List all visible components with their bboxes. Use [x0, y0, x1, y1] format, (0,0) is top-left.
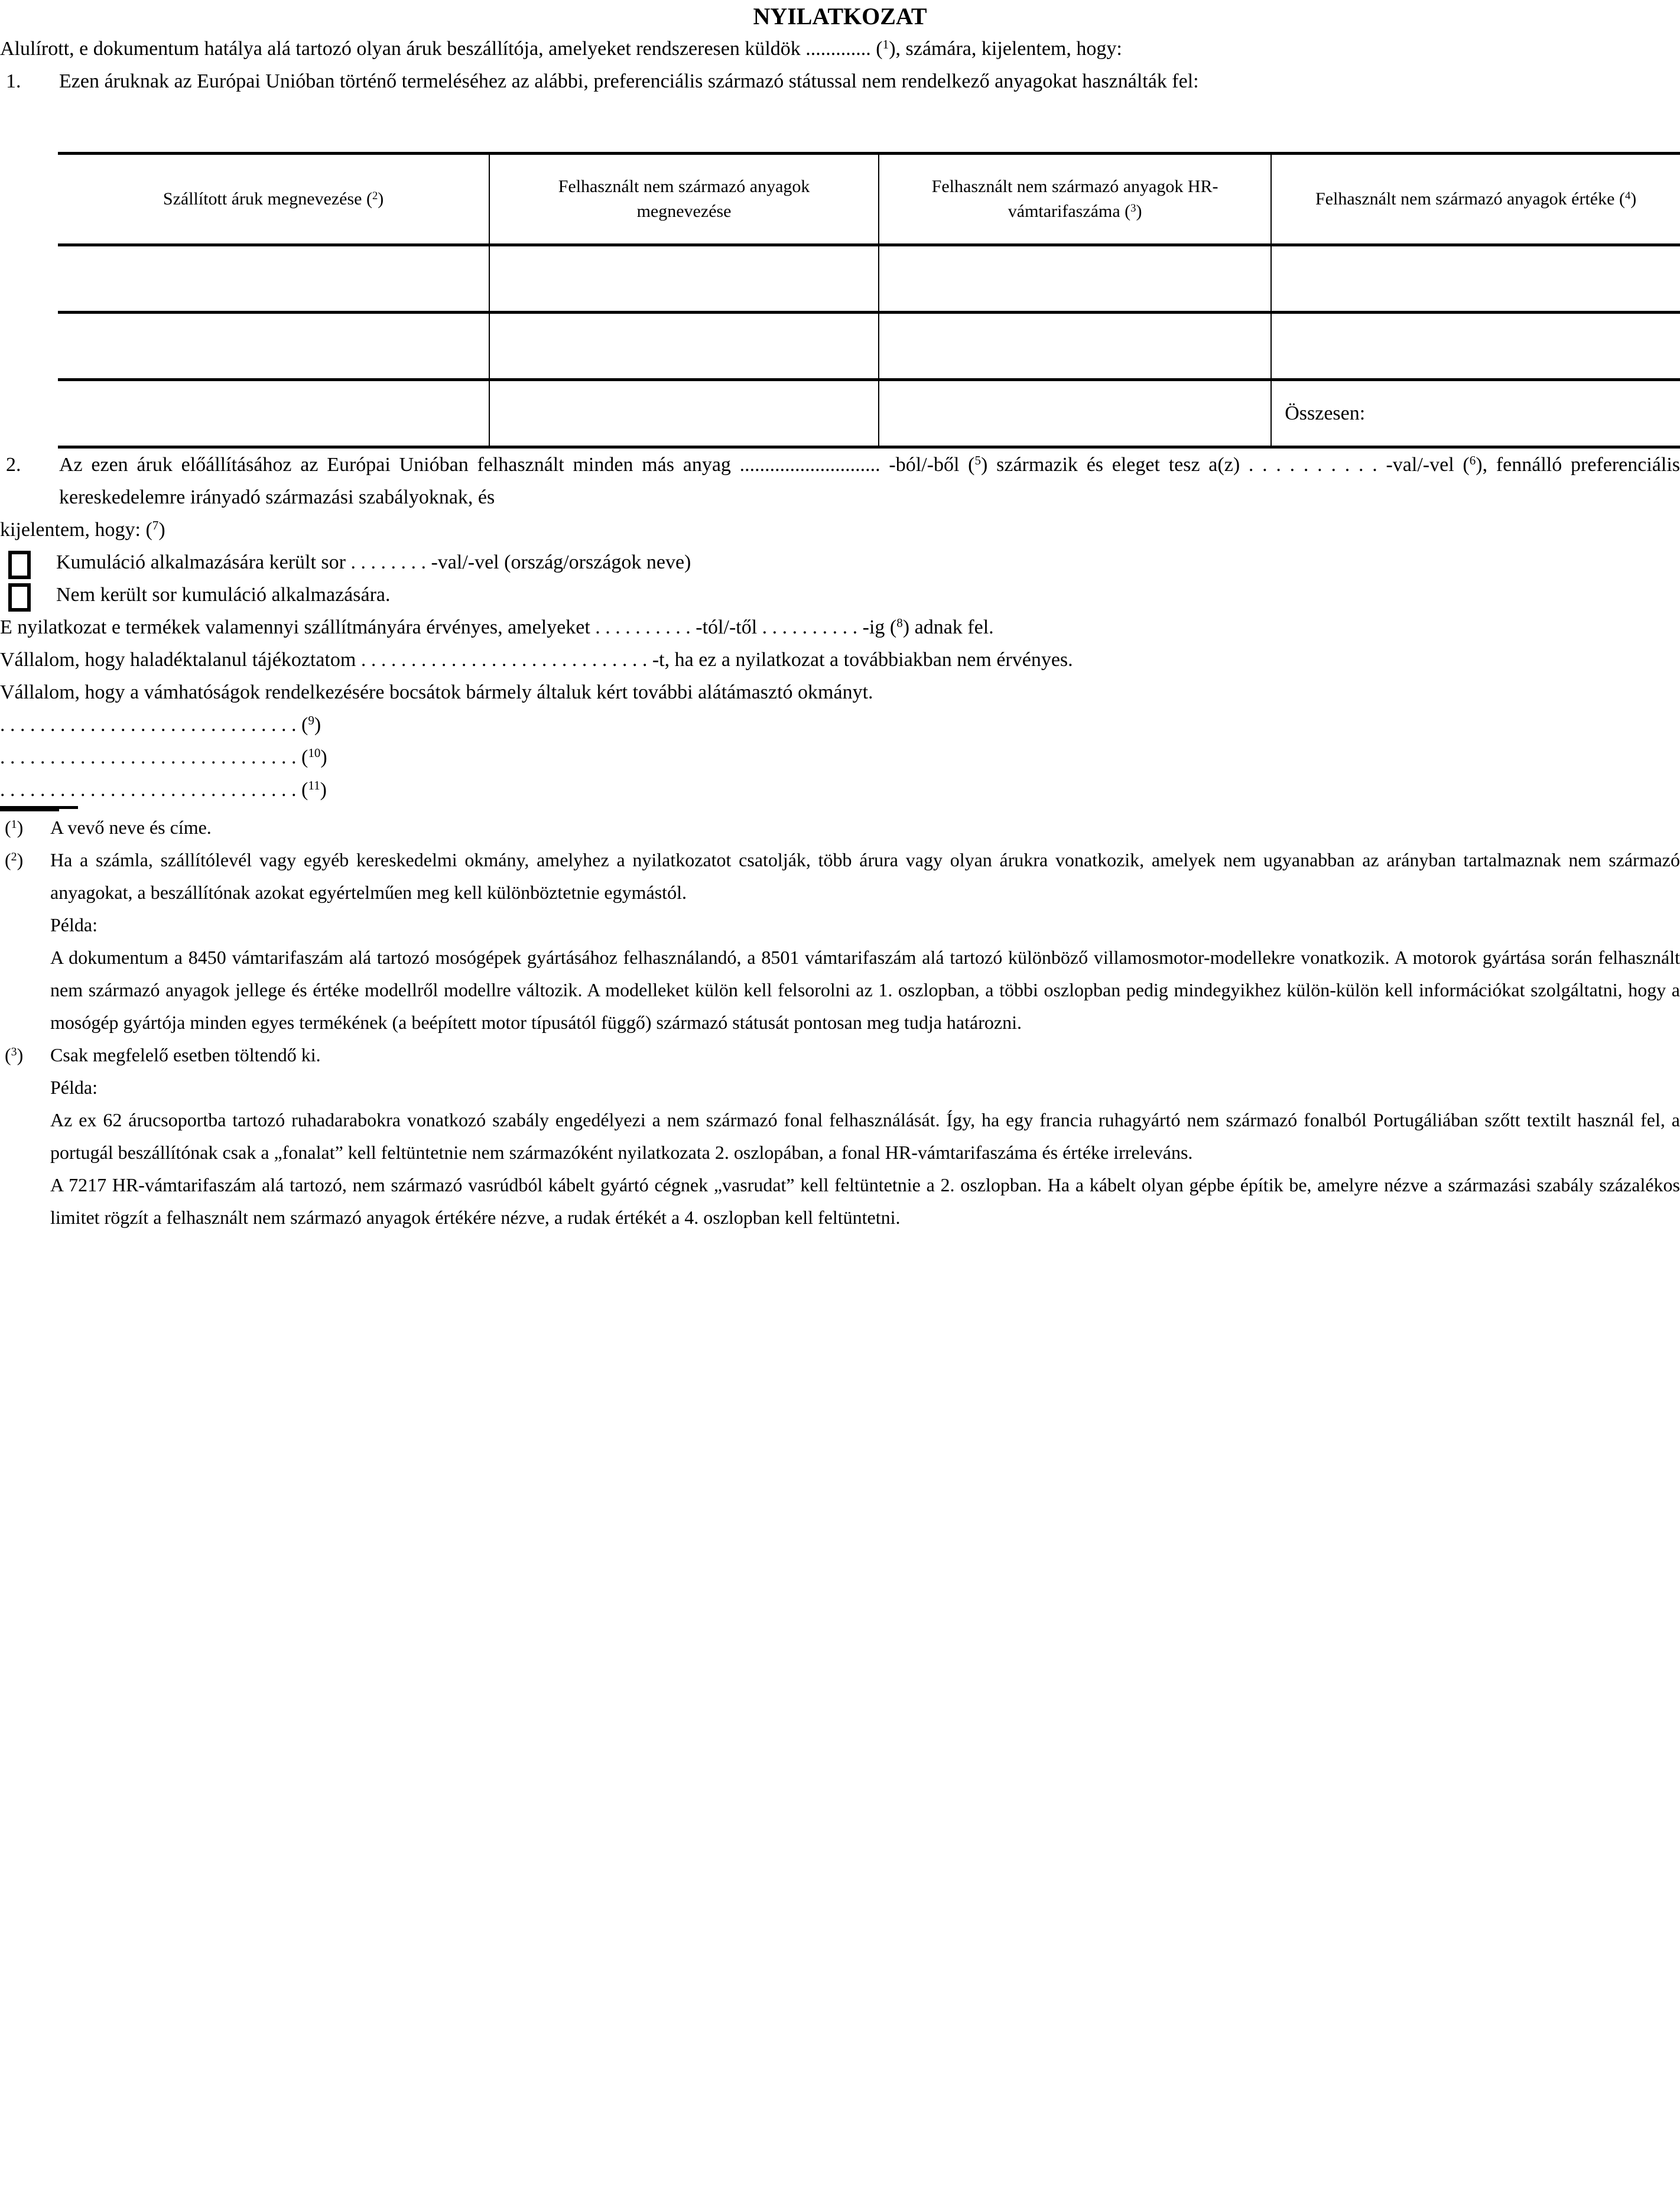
- col-header-goods-description: Szállított áruk megnevezése ($^2$): [163, 189, 384, 209]
- footnote-3-example-text-1: Az ex 62 árucsoportba tartozó ruhadarabokra vonatkozó szabály engedélyezi a nem származó fonal felhasználását. Így, ha egy francia ruhagyártó nem származó fonalból Portugáliában szőtt textilt használ fel, a portugál beszállítónak csak a „fonalat” kell feltüntetnie nem származóként nyilatkozata 2. oszlopában, a fonal HR-vámtarifaszáma és értéke irreleváns.: [50, 1109, 1680, 1163]
- footnote-3-example-text-2: A 7217 HR-vámtarifaszám alá tartozó, nem származó vasrúdból kábelt gyártó cégnek „vasrudat” kell feltüntetnie a 2. oszlopban. Ha a kábelt olyan gépbe építik be, amelyre nézve a származási szabály százalékos limitet rögzít a felhasznált nem származó anyagok értékére nézve, a rudak értékét a 4. oszlopban kell feltüntetni.: [50, 1174, 1680, 1228]
- total-label-cell: Összesen:: [1271, 380, 1680, 447]
- materials-table: [58, 152, 1680, 449]
- item-1-number: 1.: [6, 70, 21, 92]
- intro-paragraph: Alulírott, e dokumentum hatálya alá tartozó olyan áruk beszállítója, amelyeket rendszeresen küldök ............. ($^1$), számára, kijelentem, hogy:: [0, 37, 1122, 60]
- item-2-text: Az ezen áruk előállításához az Európai Unióban felhasznált minden más anyag ............................ -ból/-ből ($^5$) származik és eleget tesz a(z) . . . . . . . . . . -val/-vel ($^6$), fennálló preferenciális kereskedelemre irányadó származási szabályoknak, és: [59, 453, 1680, 508]
- item-2-number: 2.: [6, 454, 21, 476]
- validity-paragraph: E nyilatkozat e termékek valamennyi szállítmányára érvényes, amelyeket . . . . . . . . . . -tól/-től . . . . . . . . . . -ig ($^8$) adnak fel.: [0, 616, 994, 638]
- table-cell-empty: [879, 380, 1271, 447]
- table-cell-empty: [489, 245, 879, 313]
- notify-paragraph: Vállalom, hogy haladéktalanul tájékoztatom . . . . . . . . . . . . . . . . . . . . . . . . . . . . . -t, ha ez a nyilatkozat a továbbiakban nem érvényes.: [0, 649, 1073, 671]
- declaration-lead-line: kijelentem, hogy: ($^7$): [0, 518, 165, 541]
- signature-line-name-position: . . . . . . . . . . . . . . . . . . . . . . . . . . . . . . ($^{10}$): [0, 746, 327, 768]
- numbered-item-1: [0, 65, 1680, 98]
- table-header-row: [58, 154, 1680, 245]
- table-cell-empty: [58, 380, 489, 447]
- footnote-2-example-text: A dokumentum a 8450 vámtarifaszám alá tartozó mosógépek gyártásához felhasználandó, a 8501 vámtarifaszám alá tartozó különböző villamosmotor-modellekre vonatkozik. A motorok gyártása során felhasznált nem származó anyagok jellege és értéke modellről modellre változik. A modelleket külön kell felsorolni az 1. oszlopban, a többi oszlopban pedig mindegyikhez külön-külön kell információkat szolgáltatni, hogy a mosógép gyártója minden egyes termékének (a beépített motor típusától függő) származó státusát pontosan meg tudja határozni.: [50, 947, 1680, 1033]
- no-cumulation-checkbox[interactable]: [8, 583, 31, 612]
- no-cumulation-label: Nem került sor kumuláció alkalmazására.: [56, 584, 391, 606]
- footnote-2: [0, 844, 1680, 909]
- signature-line-signature: . . . . . . . . . . . . . . . . . . . . . . . . . . . . . . ($^{11}$): [0, 778, 327, 801]
- item-1-text: Ezen áruknak az Európai Unióban történő termeléséhez az alábbi, preferenciális származó státussal nem rendelkező anyagokat használták fel:: [59, 70, 1199, 92]
- table-cell-empty: [58, 313, 489, 380]
- table-cell-empty: [489, 380, 879, 447]
- page-title: NYILATKOZAT: [753, 3, 927, 30]
- footnote-1-marker: ($^1$): [5, 817, 24, 838]
- footnote-3-marker: ($^3$): [5, 1044, 24, 1065]
- cumulation-applied-checkbox[interactable]: [8, 551, 31, 579]
- table-row: [58, 245, 1680, 313]
- footnote-2-text: Ha a számla, szállítólevél vagy egyéb kereskedelmi okmány, amelyhez a nyilatkozatot csatolják, több árura vagy olyan árukra vonatkozik, amelyek nem ugyanabban az arányban tartalmaznak nem származó anyagokat, a beszállítónak azokat egyértelműen meg kell különböztetnie egymástól.: [50, 849, 1680, 903]
- footnote-2-marker: ($^2$): [5, 849, 24, 870]
- table-cell-empty: [879, 245, 1271, 313]
- cumulation-applied-label: Kumuláció alkalmazására került sor . . . . . . . . -val/-vel (ország/országok neve): [56, 551, 691, 573]
- table-cell-empty: [1271, 313, 1680, 380]
- cumulation-applied-row: [0, 546, 1680, 579]
- footnote-2-example-label: Példa:: [50, 914, 98, 935]
- col-header-nonoriginating-materials: Felhasznált nem származó anyagok megnevezése: [489, 154, 879, 245]
- footnote-3-example-label: Példa:: [50, 1077, 98, 1098]
- table-total-row: [58, 380, 1680, 447]
- table-cell-empty: [879, 313, 1271, 380]
- col-header-hs-heading: Felhasznált nem származó anyagok HR-vámtarifaszáma ($^3$): [879, 154, 1271, 245]
- col-header-value: Felhasznált nem származó anyagok értéke ($^4$): [1271, 154, 1680, 245]
- table-cell-empty: [489, 313, 879, 380]
- footnote-1-text: A vevő neve és címe.: [50, 817, 212, 838]
- table-cell-empty: [1271, 245, 1680, 313]
- no-cumulation-row: [0, 579, 1680, 611]
- table-row: [58, 313, 1680, 380]
- footnote-1: [0, 811, 1680, 844]
- numbered-item-2: [0, 449, 1680, 514]
- table-cell-empty: [58, 245, 489, 313]
- signature-line-place-date: . . . . . . . . . . . . . . . . . . . . . . . . . . . . . . ($^9$): [0, 713, 321, 736]
- supporting-documents-paragraph: Vállalom, hogy a vámhatóságok rendelkezésére bocsátok bármely általuk kért további alátámasztó okmányt.: [0, 681, 873, 703]
- footnote-3-text: Csak megfelelő esetben töltendő ki.: [50, 1044, 321, 1065]
- footnote-3: [0, 1039, 1680, 1071]
